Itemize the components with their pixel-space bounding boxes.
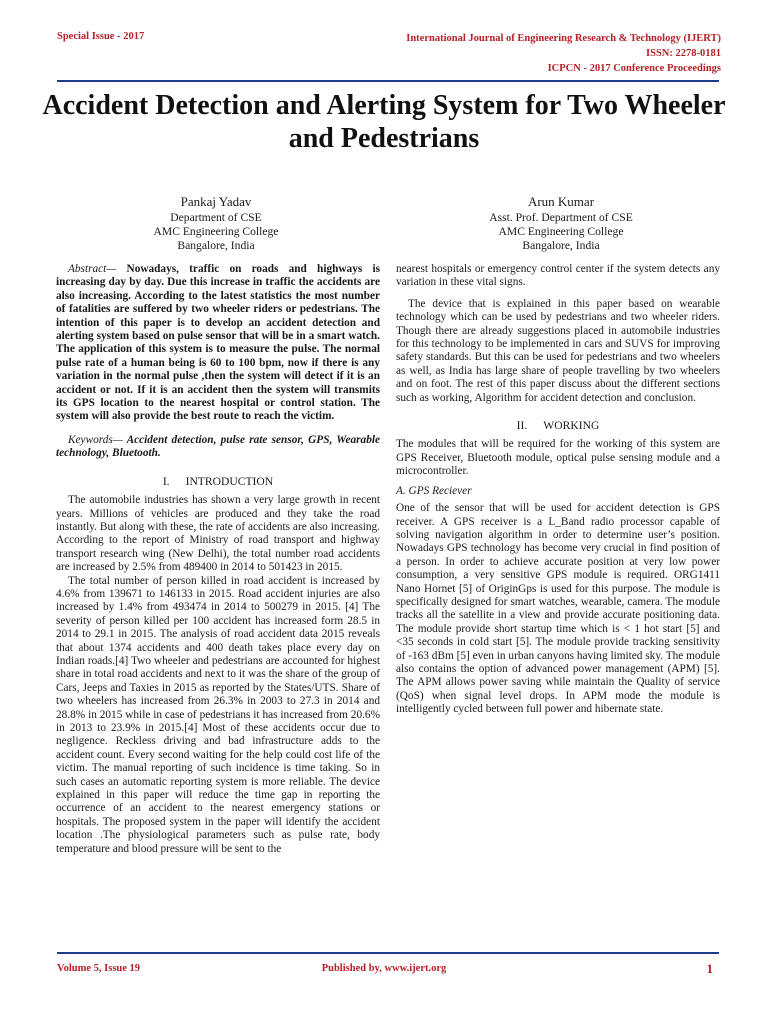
- working-paragraph-1: The modules that will be required for the working of this system are GPS Receiver, Bluetooth module, optical pulse sensing module and a microcontroller.: [396, 438, 720, 478]
- paper-title: Accident Detection and Alerting System for Two Wheeler and Pedestrians: [42, 90, 726, 154]
- abstract: [56, 263, 380, 424]
- header-issn: ISSN: 2278-0181: [646, 48, 721, 59]
- keywords-label: Keywords—: [68, 433, 123, 446]
- abstract-label: Abstract—: [68, 263, 117, 275]
- section-heading-introduction: [56, 475, 380, 488]
- header-special-issue: Special Issue - 2017: [57, 31, 145, 42]
- author-department: Department of CSE: [170, 211, 262, 224]
- section-number: II.: [516, 419, 528, 433]
- section-title: INTRODUCTION: [185, 474, 274, 488]
- header-proceedings: ICPCN - 2017 Conference Proceedings: [547, 63, 721, 74]
- abstract-text: Nowadays, traffic on roads and highways is increasing day by day. Due this increase in traffic the accidents are also increasing. According to the latest statistics the most number of fatalities are suffered by two wheeler riders or pedestrians. The intention of this paper is to develop an accident detection and alerting system based on pulse sensor that will be in a smart watch. The application of this system is to measure the pulse. The normal pulse rate of a human being is 60 to 100 bpm, now if there is any variation in the normal pulse ,then the system will detect if it is an accident or not. If it is an accident then the system will transmits its GPS location to the nearest hospital or control station. The system will also provide the best route to reach the victim.: [56, 263, 380, 423]
- intro-paragraph-2: The total number of person killed in road accident is increased by 4.6% from 139671 to 146133 in 2015. Road accident injuries are also increased by 1.4% from 493474 in 2014 to 500279 in 2015. [4] The severity of person killed per 100 accident has increased form 28.5 in 2014 to 29.1 in 2015. The analysis of road accident data 2015 reveals that about 1374 accidents and 400 death takes place every day on Indian roads.[4] Two wheeler and pedestrians are accounted for highest share in total road accidents and next to it was the share of the group of Cars, Jeeps and Taxies in 2015 as reported by the States/UTS. Share of two wheelers has increased from 26.3% in 2003 to 27.3 in 2014 and 28.8% in 2015 while in case of pedestrians it has increased from 20.6% in 2013 to 23.9% in 2015.[4] Most of these accidents occur due to negligence. Reckless driving and bad infrastructure adds to the accident count. Every second waiting for the help could cost life of the victim. The manual reporting of such incidence is time taking. So in such cases an automatic reporting system is more reliable. The device explained in this paper will reduce the time gap in reporting the occurrence of an accident to the nearest emergency stations or hospitals. The proposed system in the paper will identify the accident location .The physiological parameters such as pulse rate, body temperature and blood pressure will be sent to the: [56, 574, 380, 855]
- section-number: I.: [162, 474, 170, 488]
- left-column: [56, 263, 380, 856]
- footer-divider: [57, 952, 719, 954]
- intro-paragraph-1: The automobile industries has shown a very large growth in recent years. Millions of vehicles are produced and they take the road instantly. But along with these, the rate of accidents are also increasing. According to the report of Ministry of road transport and highway transport research wing (New Delhi), the total number road accidents are increased by 2.5% from 489400 in 2014 to 501423 in 2015.: [56, 494, 380, 574]
- header-divider: [57, 80, 719, 82]
- section-title: WORKING: [543, 419, 600, 433]
- intro-paragraph-4: The device that is explained in this paper based on wearable technology which can be used by pedestrians and two wheeler riders. Though there are already suggestions placed in automobile industries for this technology to be implemented in cars and SUVS for improving safety standards. But this can be used for pedestrians and two wheelers as well, as India has large share of people travelling by two wheelers and on foot. The rest of this paper discuss about the different sections such as working, Algorithm for accident detection and conclusion.: [396, 297, 720, 404]
- right-column: [396, 263, 720, 717]
- author-department: Asst. Prof. Department of CSE: [489, 211, 633, 224]
- keywords: [56, 434, 380, 461]
- page-number: 1: [706, 961, 713, 976]
- author-college: AMC Engineering College: [153, 225, 279, 238]
- author-college: AMC Engineering College: [498, 225, 624, 238]
- footer-volume: Volume 5, Issue 19: [57, 963, 141, 974]
- working-paragraph-2: One of the sensor that will be used for accident detection is GPS receiver. A GPS receiver is a L_Band radio processor capable of solving navigation algorithm in order to determine user’s position. Nowadays GPS technology has become very crucial in find position of a person. In order to achieve accurate position at very low power consumption, a very sensitive GPS module is required. ORG1411 Nano Hornet [5] of OriginGps is used for this purpose. The module is specifically designed for smart watches, wearable, camera. The module tracks all the satellite in a view and provide accurate positioning data. The module provide short startup time which is < 1 hot start [5] and <35 seconds in cold start [5]. The module provide tracking sensitivity of -163 dBm [5] even in urban canyons having limited sky. The module also contains the option of advanced power management (APM) [5]. The APM allows power saving while maintain the Quality of service (QoS) when signal level drops. In APM mode the module is intelligently cycled between full power and hibernate state.: [396, 502, 720, 716]
- header-journal-name: International Journal of Engineering Research & Technology (IJERT): [406, 33, 721, 44]
- author-name: Pankaj Yadav: [180, 194, 252, 209]
- keywords-text: Accident detection, pulse rate sensor, GPS, Wearable technology, Bluetooth.: [56, 433, 380, 460]
- subsection-heading-gps: A. GPS Reciever: [396, 484, 472, 497]
- section-heading-working: [396, 419, 720, 432]
- author-location: Bangalore, India: [522, 239, 600, 252]
- author-block-1: [66, 195, 366, 253]
- intro-paragraph-3: nearest hospitals or emergency control center if the system detects any variation in these vital signs.: [396, 263, 720, 289]
- footer-publisher-link[interactable]: Published by, www.ijert.org: [321, 963, 447, 974]
- header-journal-info: [406, 31, 721, 76]
- author-block-2: [411, 195, 711, 253]
- author-location: Bangalore, India: [177, 239, 255, 252]
- author-name: Arun Kumar: [527, 194, 595, 209]
